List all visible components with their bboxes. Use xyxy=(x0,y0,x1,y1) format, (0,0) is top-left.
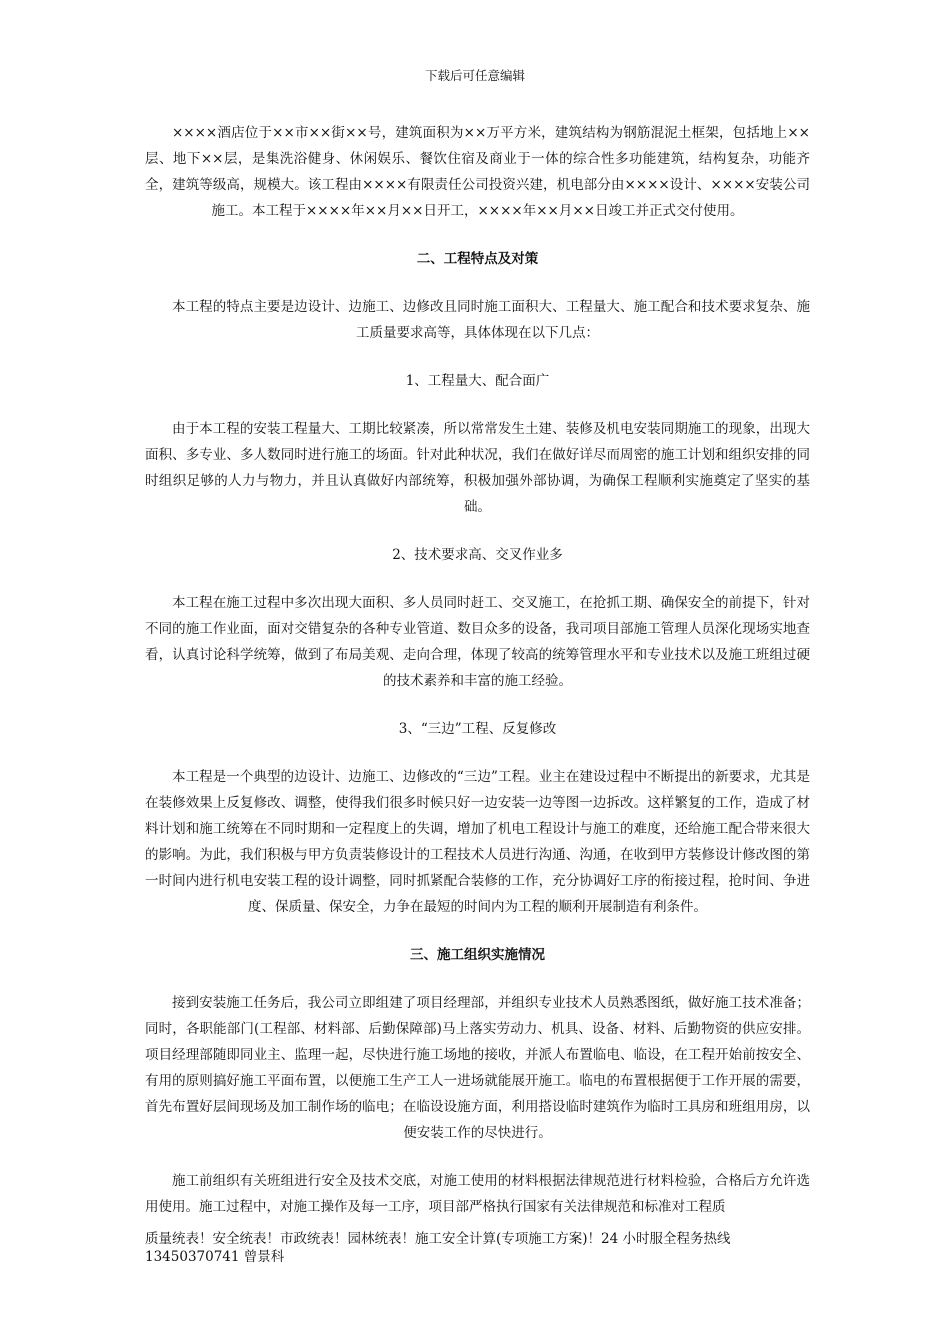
section-3-paragraph-b: 施工前组织有关班组进行安全及技术交底，对施工使用的材料根据法律规范进行材料检验，合格后方允许选用使用。施工过程中，对施工操作及每一工序，项目部严格执行国家有关法律规范和标准对工程质 xyxy=(145,1173,810,1215)
point-3-heading: 3、“三边”工程、反复修改 xyxy=(398,721,557,737)
page-footer xyxy=(145,1230,810,1266)
intro-paragraph: ××××酒店位于××市××街××号，建筑面积为××万平方米，建筑结构为钢筋混泥土框架，包括地上××层、地下××层，是集洗浴健身、休闲娱乐、餐饮住宿及商业于一体的综合性多功能建筑，结构复杂，功能齐全，建筑等级高，规模大。该工程由××××有限责任公司投资兴建，机电部分由××××设计、××××安装公司施工。本工程于××××年××月××日开工，××××年××月××日竣工并正式交付使用。 xyxy=(145,125,810,219)
point-3-paragraph: 本工程是一个典型的边设计、边施工、边修改的“三边”工程。业主在建设过程中不断提出的新要求，尤其是在装修效果上反复修改、调整，使得我们很多时候只好一边安装一边等图一边拆改。这样繁复的工作，造成了材料计划和施工统筹在不同时期和一定程度上的失调，增加了机电工程设计与施工的难度，还给施工配合带来很大的影响。为此，我们积极与甲方负责装修设计的工程技术人员进行沟通、沟通，在收到甲方装修设计修改图的第一时间内进行机电安装工程的设计调整，同时抓紧配合装修的工作，充分协调好工序的衔接过程，抢时间、争进度、保质量、保安全，力争在最短的时间内为工程的顺利开展制造有利条件。 xyxy=(145,769,810,915)
point-2-heading: 2、技术要求高、交叉作业多 xyxy=(392,547,563,563)
section-2-heading: 二、工程特点及对策 xyxy=(416,251,539,267)
document-body xyxy=(145,120,810,1220)
point-1-paragraph: 由于本工程的安装工程量大、工期比较紧凑，所以常常发生土建、装修及机电安装同期施工的现象，出现大面积、多专业、多人数同时进行施工的场面。针对此种状况，我们在做好详尽而周密的施工计划和组织安排的同时组织足够的人力与物力，并且认真做好内部统筹，积极加强外部协调，为确保工程顺利实施奠定了坚实的基础。 xyxy=(145,421,810,515)
section-3-heading: 三、施工组织实施情况 xyxy=(410,947,545,963)
footer-line-1: 质量统表！安全统表！市政统表！园林统表！施工安全计算(专项施工方案)！24 小时服全程务热线 xyxy=(145,1231,731,1247)
section-3-paragraph-a: 接到安装施工任务后，我公司立即组建了项目经理部，并组织专业技术人员熟悉图纸，做好施工技术准备；同时，各职能部门(工程部、材料部、后勤保障部)马上落实劳动力、机具、设备、材料、后勤物资的供应安排。项目经理部随即同业主、监理一起，尽快进行施工场地的接收，并派人布置临电、临设，在工程开始前按安全、有用的原则搞好施工平面布置，以便施工生产工人一进场就能展开施工。临电的布置根据便于工作开展的需要，首先布置好层间现场及加工制作场的临电；在临设设施方面，利用搭设临时建筑作为临时工具房和班组用房，以便安装工作的尽快进行。 xyxy=(145,995,810,1141)
point-2-paragraph: 本工程在施工过程中多次出现大面积、多人员同时赶工、交叉施工，在抢抓工期、确保安全的前提下，针对不同的施工作业面，面对交错复杂的各种专业管道、数目众多的设备，我司项目部施工管理人员深化现场实地查看，认真讨论科学统筹，做到了布局美观、走向合理，体现了较高的统筹管理水平和专业技术以及施工班组过硬的技术素养和丰富的施工经验。 xyxy=(145,595,810,689)
page-header: 下载后可任意编辑 xyxy=(424,68,525,83)
section-2-paragraph: 本工程的特点主要是边设计、边施工、边修改且同时施工面积大、工程量大、施工配合和技术要求复杂、施工质量要求高等，具体体现在以下几点： xyxy=(172,299,810,341)
point-1-heading: 1、工程量大、配合面广 xyxy=(405,373,550,389)
footer-line-2: 13450370741 曾景科 xyxy=(145,1249,285,1265)
